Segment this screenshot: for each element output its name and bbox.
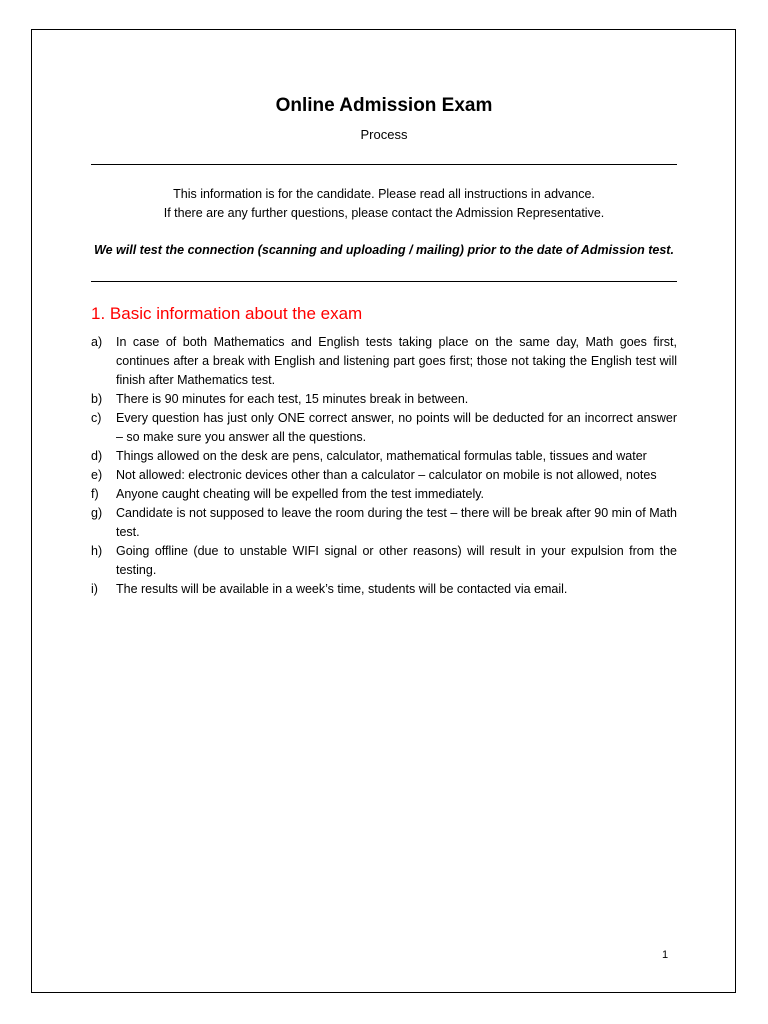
list-item-text: Not allowed: electronic devices other than a calculator – calculator on mobile is not allowed, notes: [116, 468, 657, 482]
list-item-marker: e): [91, 468, 103, 482]
list-item-marker: g): [91, 506, 103, 520]
document-title: Online Admission Exam: [275, 95, 493, 116]
document-subtitle: Process: [360, 127, 408, 142]
list-item-text: Candidate is not supposed to leave the room during the test – there will be break after 90 min of Math test.: [116, 506, 677, 539]
list-item: [91, 447, 677, 466]
list-item-marker: i): [91, 582, 98, 596]
divider-bottom: [91, 281, 677, 282]
list-item-text: In case of both Mathematics and English tests taking place on the same day, Math goes first, continues after a break with English and listening part goes first; those not taking the English test will finish after Mathematics test.: [116, 335, 677, 387]
list-item-text: There is 90 minutes for each test, 15 minutes break in between.: [116, 392, 469, 406]
list-item: [91, 466, 677, 485]
list-item: [91, 485, 677, 504]
list-item: [91, 409, 677, 447]
list-item: [91, 504, 677, 542]
intro-line-2: If there are any further questions, please contact the Admission Representative.: [163, 206, 605, 220]
list-item: [91, 390, 677, 409]
exam-info-list: [91, 333, 677, 599]
list-item-text: Anyone caught cheating will be expelled from the test immediately.: [116, 487, 485, 501]
list-item-text: Every question has just only ONE correct answer, no points will be deducted for an incorrect answer – so make sure you answer all the questions.: [116, 411, 677, 444]
list-item: [91, 542, 677, 580]
list-item-marker: c): [91, 411, 102, 425]
list-item-text: The results will be available in a week’s time, students will be contacted via email.: [116, 582, 568, 596]
connection-notice: We will test the connection (scanning and uploading / mailing) prior to the date of Admission test.: [94, 243, 674, 257]
list-item-marker: h): [91, 544, 103, 558]
list-item-marker: d): [91, 449, 103, 463]
divider-top: [91, 164, 677, 165]
intro-line-1: This information is for the candidate. Please read all instructions in advance.: [173, 187, 595, 201]
list-item: [91, 333, 677, 390]
list-item-text: Going offline (due to unstable WIFI signal or other reasons) will result in your expulsion from the testing.: [116, 544, 677, 577]
section-heading: 1. Basic information about the exam: [91, 304, 363, 323]
intro-text: [91, 185, 677, 223]
list-item-marker: b): [91, 392, 103, 406]
page-number: 1: [661, 949, 669, 961]
list-item-text: Things allowed on the desk are pens, calculator, mathematical formulas table, tissues and water: [116, 449, 647, 463]
list-item: [91, 580, 677, 599]
list-item-marker: f): [91, 487, 99, 501]
list-item-marker: a): [91, 335, 103, 349]
